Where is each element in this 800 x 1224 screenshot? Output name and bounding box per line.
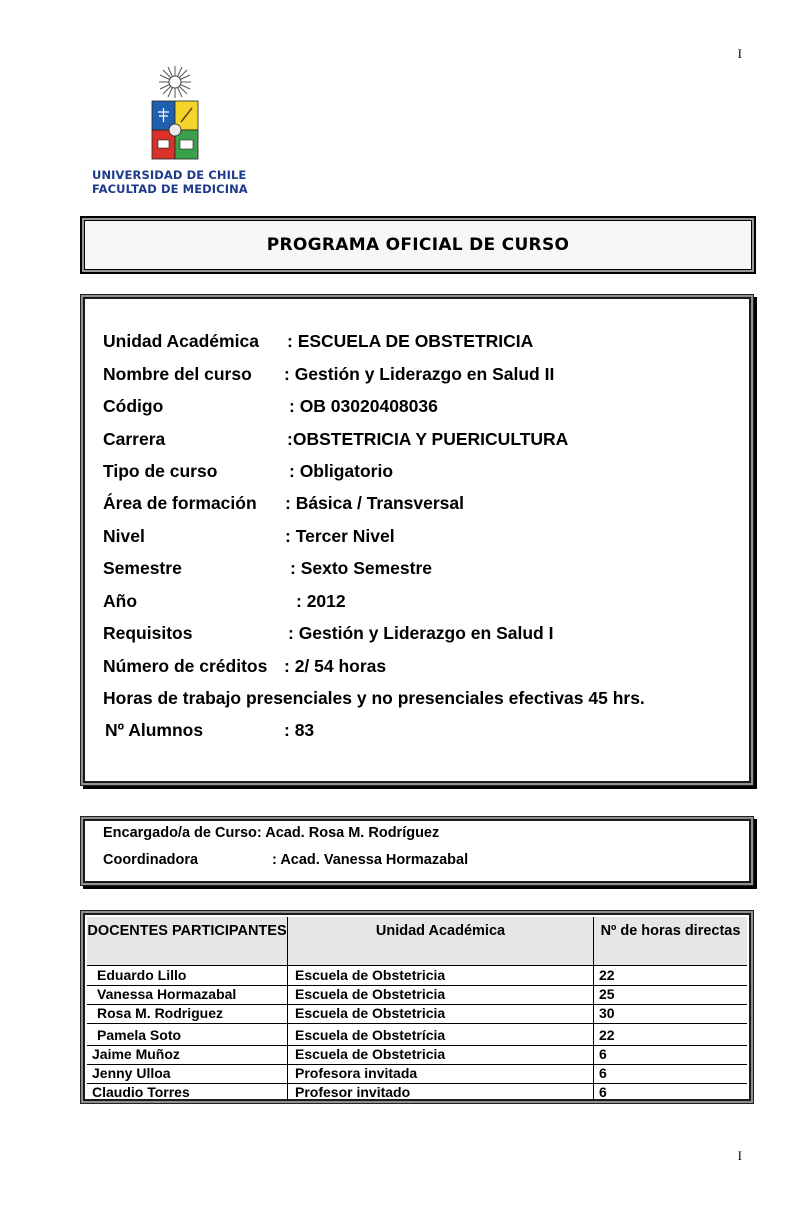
info-value: : Sexto Semestre (290, 558, 433, 578)
table-row (87, 1004, 747, 1024)
faculty-line-2: FACULTAD DE MEDICINA (92, 182, 248, 196)
info-value: : Obligatorio (289, 461, 394, 481)
info-label: Nº Alumnos (105, 720, 204, 740)
info-value: : Gestión y Liderazgo en Salud I (288, 623, 554, 643)
course-info-box (80, 294, 754, 786)
table-row (87, 1026, 747, 1046)
cell-unidad: Escuela de Obstetricia (295, 967, 446, 983)
resp-row-encargado (103, 825, 439, 841)
cell-unidad: Profesora invitada (295, 1065, 418, 1081)
cell-unidad: Escuela de Obstetricia (295, 1046, 446, 1062)
cell-nombre: Eduardo Lillo (97, 967, 187, 983)
page-number-bottom: I (737, 1148, 742, 1163)
table-row (87, 1045, 747, 1065)
column-divider (287, 965, 288, 1101)
university-name (92, 168, 262, 196)
resp-row-coordinadora (103, 852, 469, 868)
info-label: Requisitos (103, 623, 193, 643)
cell-horas: 25 (599, 986, 615, 1002)
docentes-table (80, 910, 754, 1104)
info-label: Área de formación (103, 493, 257, 513)
cell-nombre: Pamela Soto (97, 1027, 182, 1043)
cell-nombre: Rosa M. Rodriguez (97, 1005, 224, 1021)
cell-unidad: Escuela de Obstetricia (295, 1005, 446, 1021)
table-row (87, 966, 747, 986)
cell-nombre: Vanessa Hormazabal (97, 986, 237, 1002)
table-header (87, 917, 747, 966)
info-label: Horas de trabajo presenciales y no presenciales efectivas 45 hrs. (103, 688, 645, 708)
page-title: PROGRAMA OFICIAL DE CURSO (266, 235, 570, 255)
cell-nombre: Claudio Torres (92, 1084, 190, 1100)
info-value: : 83 (284, 720, 315, 740)
cell-nombre: Jenny Ulloa (92, 1065, 171, 1081)
cell-horas: 6 (599, 1046, 607, 1062)
info-value: : Tercer Nivel (285, 526, 395, 546)
info-label: Año (103, 591, 138, 611)
info-label: Nombre del curso (103, 364, 252, 384)
cell-horas: 30 (599, 1005, 615, 1021)
table-row (87, 1083, 747, 1102)
table-row (87, 1064, 747, 1084)
header-unidad: Unidad Académica (287, 917, 593, 965)
table-row (87, 985, 747, 1005)
cell-horas: 6 (599, 1065, 607, 1081)
info-label: Tipo de curso (103, 461, 218, 481)
header-horas: Nº de horas directas (593, 917, 747, 965)
info-value: : Gestión y Liderazgo en Salud II (284, 364, 555, 384)
title-box (80, 216, 756, 274)
cell-nombre: Jaime Muñoz (92, 1046, 180, 1062)
info-label: Carrera (103, 429, 166, 449)
info-value: : 2012 (296, 591, 346, 611)
cell-unidad: Escuela de Obstetrícia (295, 1027, 446, 1043)
info-value: : 2/ 54 horas (284, 656, 387, 676)
cell-unidad: Profesor invitado (295, 1084, 411, 1100)
cell-horas: 22 (599, 1027, 615, 1043)
university-line-1: UNIVERSIDAD DE CHILE (92, 168, 247, 182)
info-label: Unidad Académica (103, 331, 259, 351)
cell-horas: 6 (599, 1084, 607, 1100)
info-value: :OBSTETRICIA Y PUERICULTURA (287, 429, 569, 449)
info-value: : Básica / Transversal (285, 493, 464, 513)
course-responsables-box (80, 816, 754, 886)
column-divider (593, 965, 594, 1101)
cell-unidad: Escuela de Obstetricia (295, 986, 446, 1002)
resp-value: : Acad. Rosa M. Rodríguez (256, 825, 440, 841)
info-value: : OB 03020408036 (289, 396, 438, 416)
resp-label: Coordinadora (103, 852, 199, 868)
university-shield-icon (150, 64, 200, 164)
page-number-top: I (737, 46, 742, 61)
resp-value: : Acad. Vanessa Hormazabal (272, 852, 469, 868)
info-label: Semestre (103, 558, 182, 578)
cell-horas: 22 (599, 967, 615, 983)
info-label: Código (103, 396, 164, 416)
resp-label: Encargado/a de Curso (103, 825, 257, 841)
info-label: Número de créditos (103, 656, 268, 676)
header-docentes: DOCENTES PARTICIPANTES (87, 923, 287, 939)
info-value: : ESCUELA DE OBSTETRICIA (287, 331, 534, 351)
info-label: Nivel (103, 526, 145, 546)
